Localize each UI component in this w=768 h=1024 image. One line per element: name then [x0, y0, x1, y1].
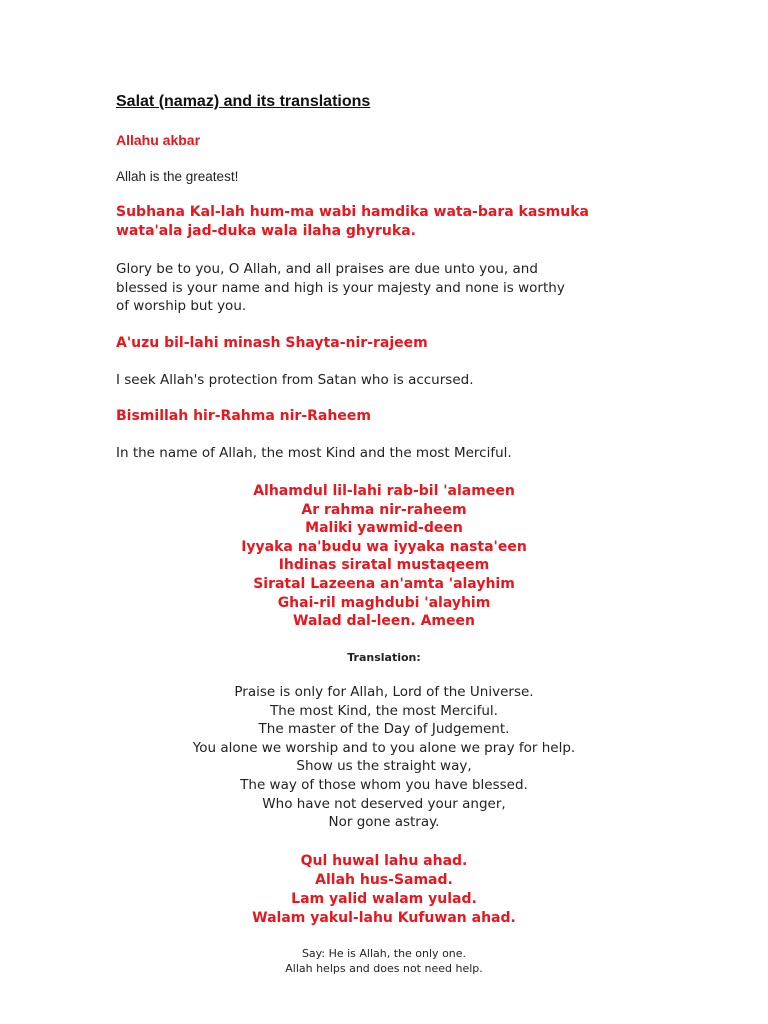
takbir-translation: Allah is the greatest!: [116, 169, 239, 184]
ikhlas-translation-line: Allah helps and does not need help.: [285, 962, 483, 975]
fatiha-translation-line: Nor gone astray.: [328, 814, 440, 831]
fatiha-translation-line: Who have not deserved your anger,: [262, 795, 506, 812]
taawwudh-arabic: A'uzu bil-lahi minash Shayta-nir-rajeem: [116, 335, 428, 351]
thana-translation-line: of worship but you.: [116, 298, 247, 314]
ikhlas-arabic-line: Allah hus-Samad.: [315, 872, 453, 888]
fatiha-translation-line: The most Kind, the most Merciful.: [270, 702, 498, 719]
ikhlas-arabic-line: Qul huwal lahu ahad.: [300, 853, 468, 869]
fatiha-arabic-line: Alhamdul lil-lahi rab-bil 'alameen: [253, 483, 515, 499]
thana-translation-line: Glory be to you, O Allah, and all praises are due unto you, and: [116, 261, 538, 277]
takbir-arabic: Allahu akbar: [116, 132, 201, 148]
ikhlas-translation: [0, 946, 768, 976]
basmala-translation: In the name of Allah, the most Kind and the most Merciful.: [116, 445, 512, 461]
ikhlas-arabic: [0, 852, 768, 928]
fatiha-translation-line: Show us the straight way,: [296, 758, 472, 775]
translation-label: Translation:: [347, 651, 421, 664]
ikhlas-arabic-line: Lam yalid walam yulad.: [291, 891, 477, 907]
fatiha-translation-line: The master of the Day of Judgement.: [258, 721, 510, 738]
basmala-arabic: Bismillah hir-Rahma nir-Raheem: [116, 408, 371, 424]
ikhlas-translation-line: Say: He is Allah, the only one.: [301, 947, 467, 960]
fatiha-arabic-line: Ar rahma nir-raheem: [301, 501, 467, 518]
thana-arabic-line: wata'ala jad-duka wala ilaha ghyruka.: [116, 223, 416, 239]
ikhlas-arabic-line: Walam yakul-lahu Kufuwan ahad.: [252, 910, 516, 926]
fatiha-translation-line: Praise is only for Allah, Lord of the Universe.: [234, 684, 534, 700]
thana-arabic-line: Subhana Kal-lah hum-ma wabi hamdika wata-bara kasmuka: [116, 204, 589, 220]
fatiha-translation-line: You alone we worship and to you alone we pray for help.: [192, 739, 576, 756]
fatiha-arabic-line: Walad dal-leen. Ameen: [293, 613, 475, 630]
fatiha-arabic-line: Ghai-ril maghdubi 'alayhim: [277, 594, 491, 611]
thana-arabic: [116, 203, 676, 241]
thana-translation-line: blessed is your name and high is your majesty and none is worthy: [116, 279, 565, 296]
fatiha-arabic-line: Siratal Lazeena an'amta 'alayhim: [253, 575, 515, 592]
fatiha-translation-line: The way of those whom you have blessed.: [240, 776, 528, 793]
fatiha-arabic-line: Maliki yawmid-deen: [305, 520, 463, 537]
fatiha-arabic-line: Ihdinas siratal mustaqeem: [278, 557, 490, 574]
fatiha-arabic-line: Iyyaka na'budu wa iyyaka nasta'een: [241, 538, 527, 555]
document-title: Salat (namaz) and its translations: [116, 93, 371, 110]
taawwudh-translation: I seek Allah's protection from Satan who is accursed.: [116, 372, 474, 388]
fatiha-translation: [0, 683, 768, 832]
thana-translation: [116, 260, 676, 316]
fatiha-arabic: [0, 482, 768, 631]
